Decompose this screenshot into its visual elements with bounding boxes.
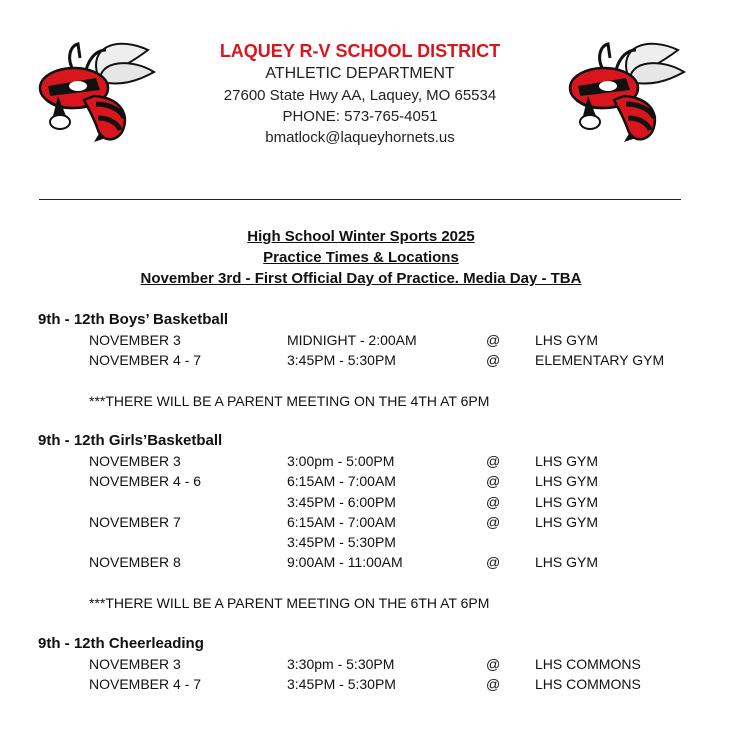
row-date: NOVEMBER 3 (89, 453, 181, 469)
row-location: LHS COMMONS (535, 676, 641, 693)
district-name: LAQUEY R-V SCHOOL DISTRICT (219, 41, 501, 61)
row-date: NOVEMBER 4 - 7 (89, 676, 202, 693)
parent-meeting-note: ***THERE WILL BE A PARENT MEETING ON THE 6TH AT 6PM (89, 594, 490, 611)
row-time: 3:00pm - 5:00PM (287, 453, 395, 469)
hornet-mascot-icon (36, 38, 160, 144)
row-date: NOVEMBER 4 - 6 (89, 473, 202, 490)
table-row (38, 654, 718, 674)
row-at: @ (486, 656, 501, 672)
row-time: 3:45PM - 5:30PM (287, 352, 396, 369)
section-heading: 9th - 12th Boys’ Basketball (38, 311, 229, 328)
table-row (38, 492, 718, 512)
row-location: ELEMENTARY GYM (535, 352, 665, 369)
row-time: 3:45PM - 6:00PM (287, 493, 396, 510)
row-at: @ (486, 332, 501, 348)
row-location: LHS GYM (535, 473, 599, 490)
table-row (38, 674, 718, 694)
table-row (38, 471, 718, 491)
email-link[interactable]: bmatlock@laqueyhornets.us (265, 129, 455, 146)
row-at: @ (486, 513, 501, 530)
section-heading: 9th - 12th Girls’Basketball (38, 432, 223, 449)
section-girls-basketball (38, 431, 718, 613)
row-location: LHS GYM (535, 513, 599, 530)
row-location: LHS GYM (535, 493, 599, 510)
divider-line (39, 199, 681, 200)
section-cheerleading (38, 634, 718, 695)
row-at: @ (486, 473, 501, 490)
parent-meeting-note: ***THERE WILL BE A PARENT MEETING ON THE 4TH AT 6PM (89, 392, 490, 409)
row-time: 6:15AM - 7:00AM (287, 473, 396, 490)
row-date: NOVEMBER 3 (89, 656, 181, 672)
department-name: ATHLETIC DEPARTMENT (265, 65, 455, 82)
row-date: NOVEMBER 8 (89, 554, 181, 571)
row-time: 3:45PM - 5:30PM (287, 676, 396, 693)
row-at: @ (486, 676, 501, 693)
section-boys-basketball (38, 310, 718, 411)
row-at: @ (486, 554, 501, 571)
row-date: NOVEMBER 7 (89, 513, 181, 530)
row-location: LHS GYM (535, 332, 599, 348)
row-date: NOVEMBER 4 - 7 (89, 352, 202, 369)
table-row (38, 330, 718, 350)
row-time: 3:45PM - 5:30PM (287, 534, 396, 551)
address: 27600 State Hwy AA, Laquey, MO 65534 (223, 87, 497, 104)
row-date: NOVEMBER 3 (89, 332, 181, 348)
row-time: 9:00AM - 11:00AM (287, 554, 403, 571)
row-time: MIDNIGHT - 2:00AM (287, 332, 417, 348)
phone: PHONE: 573-765-4051 (282, 108, 438, 125)
row-at: @ (486, 453, 501, 469)
hornet-mascot-icon (566, 38, 690, 144)
row-location: LHS GYM (535, 453, 599, 469)
title-practice: Practice Times & Locations (263, 249, 459, 266)
title-season: High School Winter Sports 2025 (247, 228, 475, 245)
row-location: LHS COMMONS (535, 656, 641, 672)
table-row (38, 350, 718, 370)
row-at: @ (486, 493, 501, 510)
row-time: 6:15AM - 7:00AM (287, 513, 396, 530)
table-row (38, 451, 718, 471)
section-heading: 9th - 12th Cheerleading (38, 635, 204, 652)
letterhead (150, 40, 570, 148)
row-at: @ (486, 352, 501, 369)
table-row (38, 512, 718, 532)
row-time: 3:30pm - 5:30PM (287, 656, 395, 672)
table-row (38, 552, 718, 572)
document-titles (0, 226, 722, 289)
table-row (38, 532, 718, 552)
title-first-day: November 3rd - First Official Day of Practice. Media Day - TBA (140, 270, 582, 287)
row-location: LHS GYM (535, 554, 599, 571)
